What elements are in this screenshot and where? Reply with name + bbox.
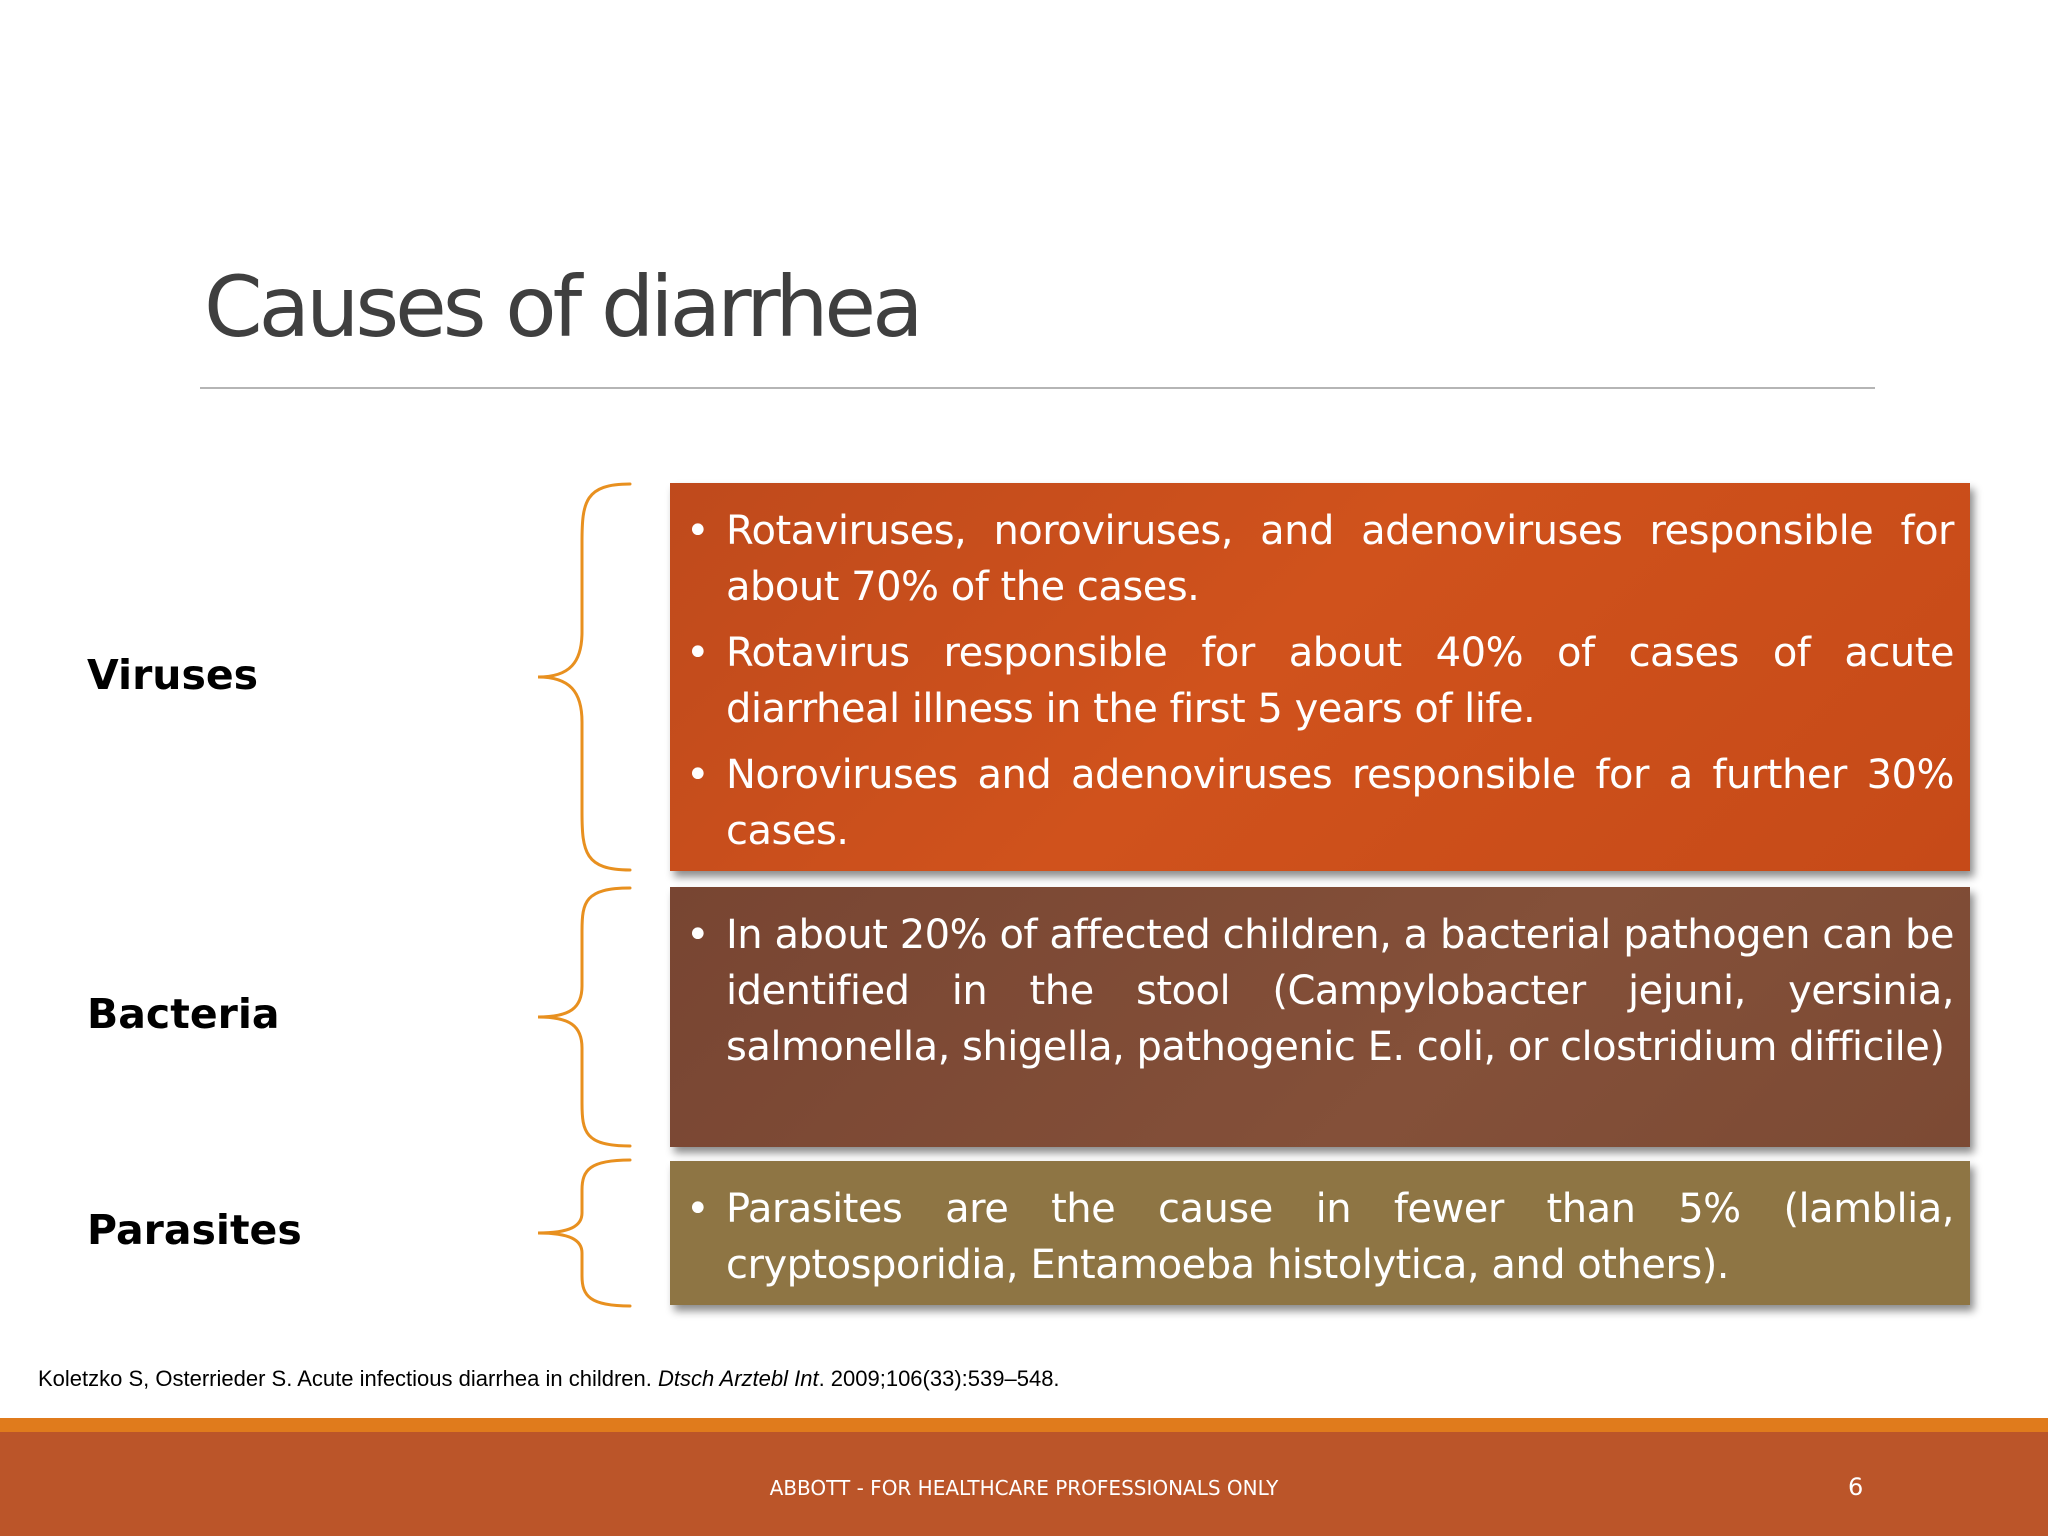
citation (38, 1366, 1060, 1392)
category-label-bacteria: Bacteria (87, 990, 280, 1038)
viruses-bullet-list (686, 503, 1954, 859)
slide-title: Causes of diarrhea (204, 258, 920, 356)
curly-brace-viruses (530, 482, 640, 872)
curly-brace-bacteria (530, 886, 640, 1148)
viruses-info-box (670, 483, 1970, 871)
citation-text: Koletzko S, Osterrieder S. Acute infectious diarrhea in children. (38, 1366, 658, 1391)
citation-journal: Dtsch Arztebl Int (657, 1366, 819, 1391)
footer-disclaimer: ABBOTT - FOR HEALTHCARE PROFESSIONALS ONLY (769, 1476, 1279, 1500)
category-label-parasites: Parasites (87, 1206, 302, 1254)
category-label-viruses: Viruses (87, 651, 259, 699)
bacteria-bullet-list (686, 907, 1954, 1075)
bullet-item: • Rotavirus responsible for about 40% of cases of acute diarrheal illness in the first 5 years of life. (686, 625, 1954, 737)
parasites-info-box (670, 1161, 1970, 1305)
citation-details: . 2009;106(33):539–548. (818, 1366, 1060, 1391)
bullet-item: • Parasites are the cause in fewer than 5% (lamblia, cryptosporidia, Entamoeba histolytica, and others). (686, 1181, 1954, 1293)
curly-brace-parasites (530, 1158, 640, 1308)
page-number: 6 (1848, 1473, 1864, 1501)
bullet-item: • Rotaviruses, noroviruses, and adenoviruses responsible for about 70% of the cases. (686, 503, 1954, 615)
parasites-bullet-list (686, 1181, 1954, 1293)
bullet-item: • In about 20% of affected children, a bacterial pathogen can be identified in the stool (Campylobacter jejuni, yersinia, salmonella, shigella, pathogenic E. coli, or clostridium difficile) (686, 907, 1954, 1075)
bacteria-info-box (670, 887, 1970, 1147)
title-divider (200, 387, 1875, 389)
footer-accent-stripe (0, 1418, 2048, 1432)
bullet-item: • Noroviruses and adenoviruses responsible for a further 30% cases. (686, 747, 1954, 859)
